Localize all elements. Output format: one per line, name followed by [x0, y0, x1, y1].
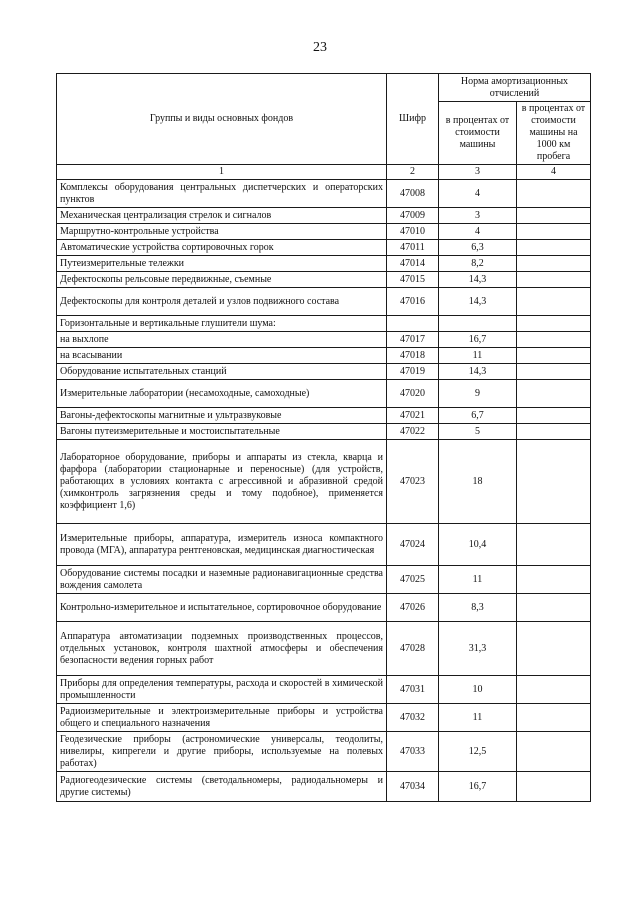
row-pct-per-km [517, 256, 591, 272]
row-name: Геодезические приборы (астрономические универсалы, теодолиты, нивелиры, кипрегели и другие приборы, используемые на полевых работах) [57, 732, 387, 772]
row-pct-cost: 6,7 [439, 408, 517, 424]
row-pct-per-km [517, 408, 591, 424]
row-pct-cost: 3 [439, 208, 517, 224]
table-row [57, 424, 591, 440]
row-pct-cost: 31,3 [439, 622, 517, 676]
row-code: 47023 [387, 440, 439, 524]
row-pct-per-km [517, 676, 591, 704]
column-number-row [57, 165, 591, 180]
row-pct-cost: 4 [439, 224, 517, 240]
row-pct-per-km [517, 524, 591, 566]
row-pct-per-km [517, 240, 591, 256]
row-pct-per-km [517, 772, 591, 802]
row-name: Измерительные лаборатории (несамоходные, самоходные) [57, 380, 387, 408]
table-row [57, 622, 591, 676]
table-row [57, 288, 591, 316]
row-pct-per-km [517, 208, 591, 224]
row-pct-cost: 11 [439, 348, 517, 364]
row-name: Дефектоскопы рельсовые передвижные, съемные [57, 272, 387, 288]
row-name: Аппаратура автоматизации подземных производственных процессов, отдельных установок, контроля шахтной атмосферы и обеспечения безопасности ведения горных работ [57, 622, 387, 676]
row-pct-per-km [517, 224, 591, 240]
column-number: 2 [387, 165, 439, 180]
table-row [57, 704, 591, 732]
row-name: на выхлопе [57, 332, 387, 348]
column-number: 3 [439, 165, 517, 180]
depreciation-norms-table [56, 73, 591, 802]
row-pct-per-km [517, 348, 591, 364]
header-pct-per-km: в процентах от стоимости машины на 1000 км пробега [517, 102, 591, 165]
row-pct-cost: 11 [439, 704, 517, 732]
row-name: Путеизмерительные тележки [57, 256, 387, 272]
row-pct-cost: 10,4 [439, 524, 517, 566]
column-number: 4 [517, 165, 591, 180]
row-pct-cost: 6,3 [439, 240, 517, 256]
table-row [57, 772, 591, 802]
row-code: 47008 [387, 180, 439, 208]
row-code: 47025 [387, 566, 439, 594]
row-pct-cost: 12,5 [439, 732, 517, 772]
row-code: 47015 [387, 272, 439, 288]
row-code: 47010 [387, 224, 439, 240]
row-code: 47031 [387, 676, 439, 704]
table-row [57, 440, 591, 524]
row-code: 47034 [387, 772, 439, 802]
table-row [57, 364, 591, 380]
table-row [57, 732, 591, 772]
row-pct-cost: 10 [439, 676, 517, 704]
row-name: Оборудование системы посадки и наземные радионавигационные средства вождения самолета [57, 566, 387, 594]
row-code: 47021 [387, 408, 439, 424]
row-name: Оборудование испытательных станций [57, 364, 387, 380]
row-name: Горизонтальные и вертикальные глушители шума: [57, 316, 387, 332]
table-row [57, 272, 591, 288]
row-code: 47022 [387, 424, 439, 440]
table-row [57, 348, 591, 364]
table-row [57, 316, 591, 332]
row-name: Комплексы оборудования центральных диспетчерских и операторских пунктов [57, 180, 387, 208]
row-code: 47026 [387, 594, 439, 622]
row-pct-cost: 9 [439, 380, 517, 408]
header-pct-cost: в процентах от стоимости машины [439, 102, 517, 165]
row-pct-cost: 16,7 [439, 332, 517, 348]
row-code: 47024 [387, 524, 439, 566]
row-pct-per-km [517, 622, 591, 676]
header-group: Группы и виды основных фондов [57, 74, 387, 165]
table-row [57, 524, 591, 566]
row-pct-cost: 14,3 [439, 364, 517, 380]
table-row [57, 208, 591, 224]
table-row [57, 240, 591, 256]
table-row [57, 180, 591, 208]
table-row [57, 332, 591, 348]
page-number: 23 [313, 40, 327, 55]
row-code: 47011 [387, 240, 439, 256]
row-name: Радиогеодезические системы (светодальномеры, радиодальномеры и другие системы) [57, 772, 387, 802]
row-pct-per-km [517, 180, 591, 208]
row-pct-per-km [517, 364, 591, 380]
row-code: 47028 [387, 622, 439, 676]
row-pct-per-km [517, 440, 591, 524]
row-pct-per-km [517, 732, 591, 772]
header-norm: Норма амортизационных отчислений [439, 74, 591, 102]
row-pct-per-km [517, 380, 591, 408]
table-body [57, 165, 591, 802]
row-pct-cost: 16,7 [439, 772, 517, 802]
row-pct-per-km [517, 566, 591, 594]
table-row [57, 380, 591, 408]
row-name: Контрольно-измерительное и испытательное, сортировочное оборудование [57, 594, 387, 622]
row-pct-per-km [517, 594, 591, 622]
table-row [57, 408, 591, 424]
row-name: Автоматические устройства сортировочных горок [57, 240, 387, 256]
row-pct-per-km [517, 272, 591, 288]
row-name: Лабораторное оборудование, приборы и аппараты из стекла, кварца и фарфора (лаборатории стационарные и переносные) (для устройств, работающих в условиях контакта с агрессивной и абразивной средой (химконтроль загрязнения среды и тому подобное), применяется коэффициент 1,6) [57, 440, 387, 524]
table-row [57, 594, 591, 622]
row-name: Вагоны-дефектоскопы магнитные и ультразвуковые [57, 408, 387, 424]
row-pct-cost: 18 [439, 440, 517, 524]
row-name: Вагоны путеизмерительные и мостоиспытательные [57, 424, 387, 440]
row-pct-per-km [517, 424, 591, 440]
row-name: Дефектоскопы для контроля деталей и узлов подвижного состава [57, 288, 387, 316]
row-code: 47017 [387, 332, 439, 348]
row-pct-cost: 8,3 [439, 594, 517, 622]
row-pct-per-km [517, 332, 591, 348]
row-name: Радиоизмерительные и электроизмерительные приборы и устройства общего и специального назначения [57, 704, 387, 732]
row-code: 47009 [387, 208, 439, 224]
row-pct-per-km [517, 704, 591, 732]
header-code: Шифр [387, 74, 439, 165]
row-name: Измерительные приборы, аппаратура, измеритель износа компактного провода (МГА), аппаратура рентгеновская, медицинская диагностическая [57, 524, 387, 566]
row-code: 47014 [387, 256, 439, 272]
row-name: Приборы для определения температуры, расхода и скоростей в химической промышленности [57, 676, 387, 704]
row-code: 47019 [387, 364, 439, 380]
row-code: 47033 [387, 732, 439, 772]
row-pct-cost: 14,3 [439, 272, 517, 288]
row-pct-per-km [517, 316, 591, 332]
table-row [57, 676, 591, 704]
row-code: 47020 [387, 380, 439, 408]
row-code [387, 316, 439, 332]
row-code: 47032 [387, 704, 439, 732]
row-pct-cost: 5 [439, 424, 517, 440]
table-row [57, 256, 591, 272]
table-row [57, 566, 591, 594]
row-code: 47018 [387, 348, 439, 364]
row-code: 47016 [387, 288, 439, 316]
row-name: на всасывании [57, 348, 387, 364]
row-pct-cost: 14,3 [439, 288, 517, 316]
row-name: Маршрутно-контрольные устройства [57, 224, 387, 240]
table-row [57, 224, 591, 240]
row-pct-cost: 11 [439, 566, 517, 594]
row-name: Механическая централизация стрелок и сигналов [57, 208, 387, 224]
column-number: 1 [57, 165, 387, 180]
row-pct-cost [439, 316, 517, 332]
row-pct-cost: 8,2 [439, 256, 517, 272]
row-pct-per-km [517, 288, 591, 316]
row-pct-cost: 4 [439, 180, 517, 208]
